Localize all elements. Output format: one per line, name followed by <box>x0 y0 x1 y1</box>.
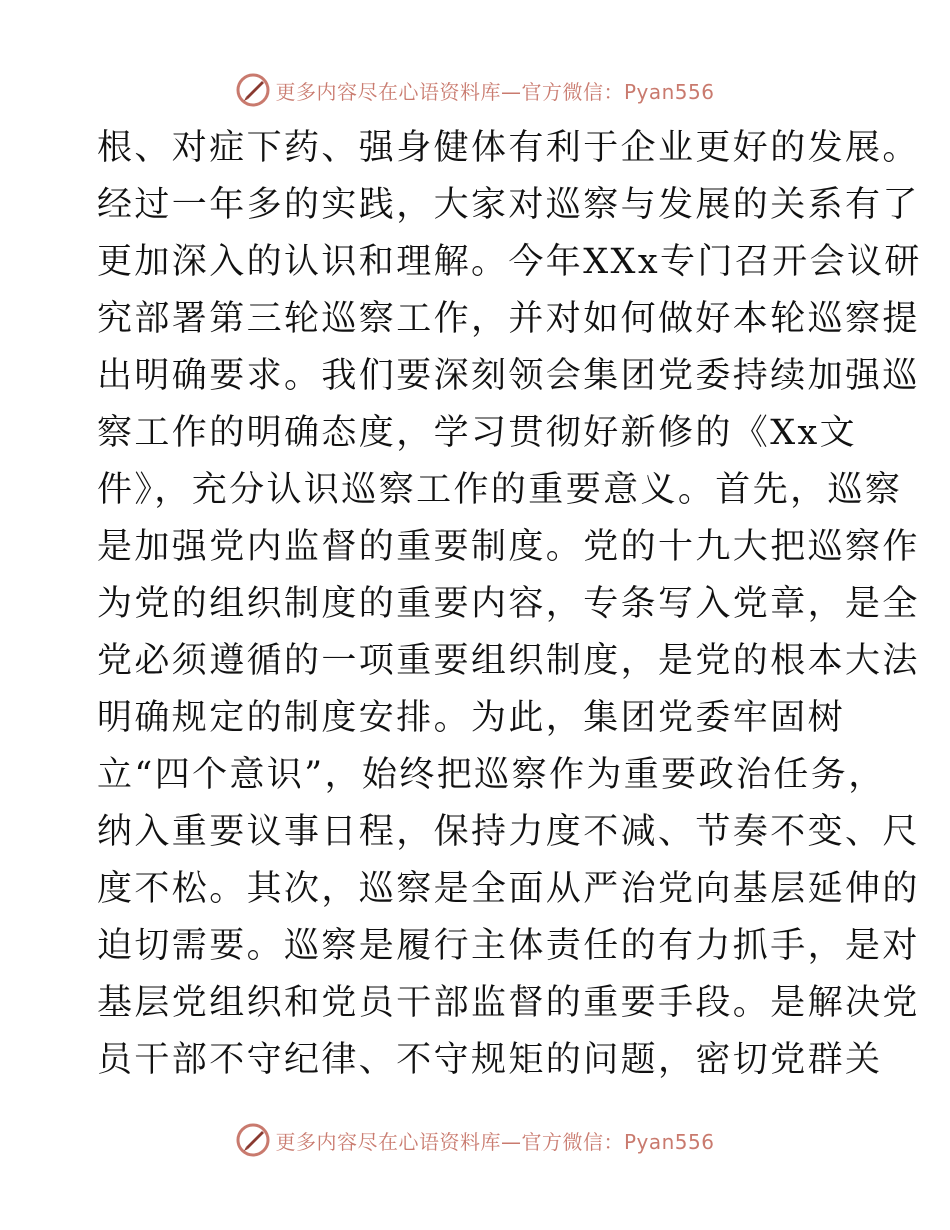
body-line: 出明确要求。我们要深刻领会集团党委持续加强巡 <box>97 356 920 396</box>
body-line: 是加强党内监督的重要制度。党的十九大把巡察作 <box>97 527 920 567</box>
body-line: 根、对症下药、强身健体有利于企业更好的发展。 <box>97 128 920 168</box>
body-line: 明确规定的制度安排。为此，集团党委牢固树 <box>97 698 846 738</box>
body-line: 度不松。其次，巡察是全面从严治党向基层延伸的 <box>97 869 920 909</box>
body-line: 党必须遵循的一项重要组织制度，是党的根本大法 <box>97 641 920 681</box>
header-banner <box>0 70 950 110</box>
footer-banner-text: 更多内容尽在心语资料库—官方微信：Pyan556 <box>275 1129 715 1154</box>
body-line: 究部署第三轮巡察工作，并对如何做好本轮巡察提 <box>97 299 920 339</box>
body-line: 基层党组织和党员干部监督的重要手段。是解决党 <box>97 983 920 1023</box>
body-line: 纳入重要议事日程，保持力度不减、节奏不变、尺 <box>97 812 920 852</box>
body-line: 立“四个意识”，始终把巡察作为重要政治任务， <box>97 755 886 795</box>
body-line: 件》，充分认识巡察工作的重要意义。首先，巡察 <box>97 470 903 510</box>
body-line: 察工作的明确态度，学习贯彻好新修的《Xx文 <box>97 413 858 453</box>
footer-banner <box>0 1120 950 1160</box>
body-line: 迫切需要。巡察是履行主体责任的有力抓手，是对 <box>97 926 920 966</box>
body-line: 员干部不守纪律、不守规矩的问题，密切党群关 <box>97 1040 883 1080</box>
quill-pen-logo-icon <box>235 72 271 108</box>
body-line: 经过一年多的实践，大家对巡察与发展的关系有了 <box>97 185 920 225</box>
document-body <box>97 120 922 1089</box>
header-banner-text: 更多内容尽在心语资料库—官方微信：Pyan556 <box>275 79 715 104</box>
quill-pen-logo-icon <box>235 1122 271 1158</box>
body-line: 更加深入的认识和理解。今年XXx专门召开会议研 <box>97 242 922 282</box>
body-line: 为党的组织制度的重要内容，专条写入党章，是全 <box>97 584 920 624</box>
